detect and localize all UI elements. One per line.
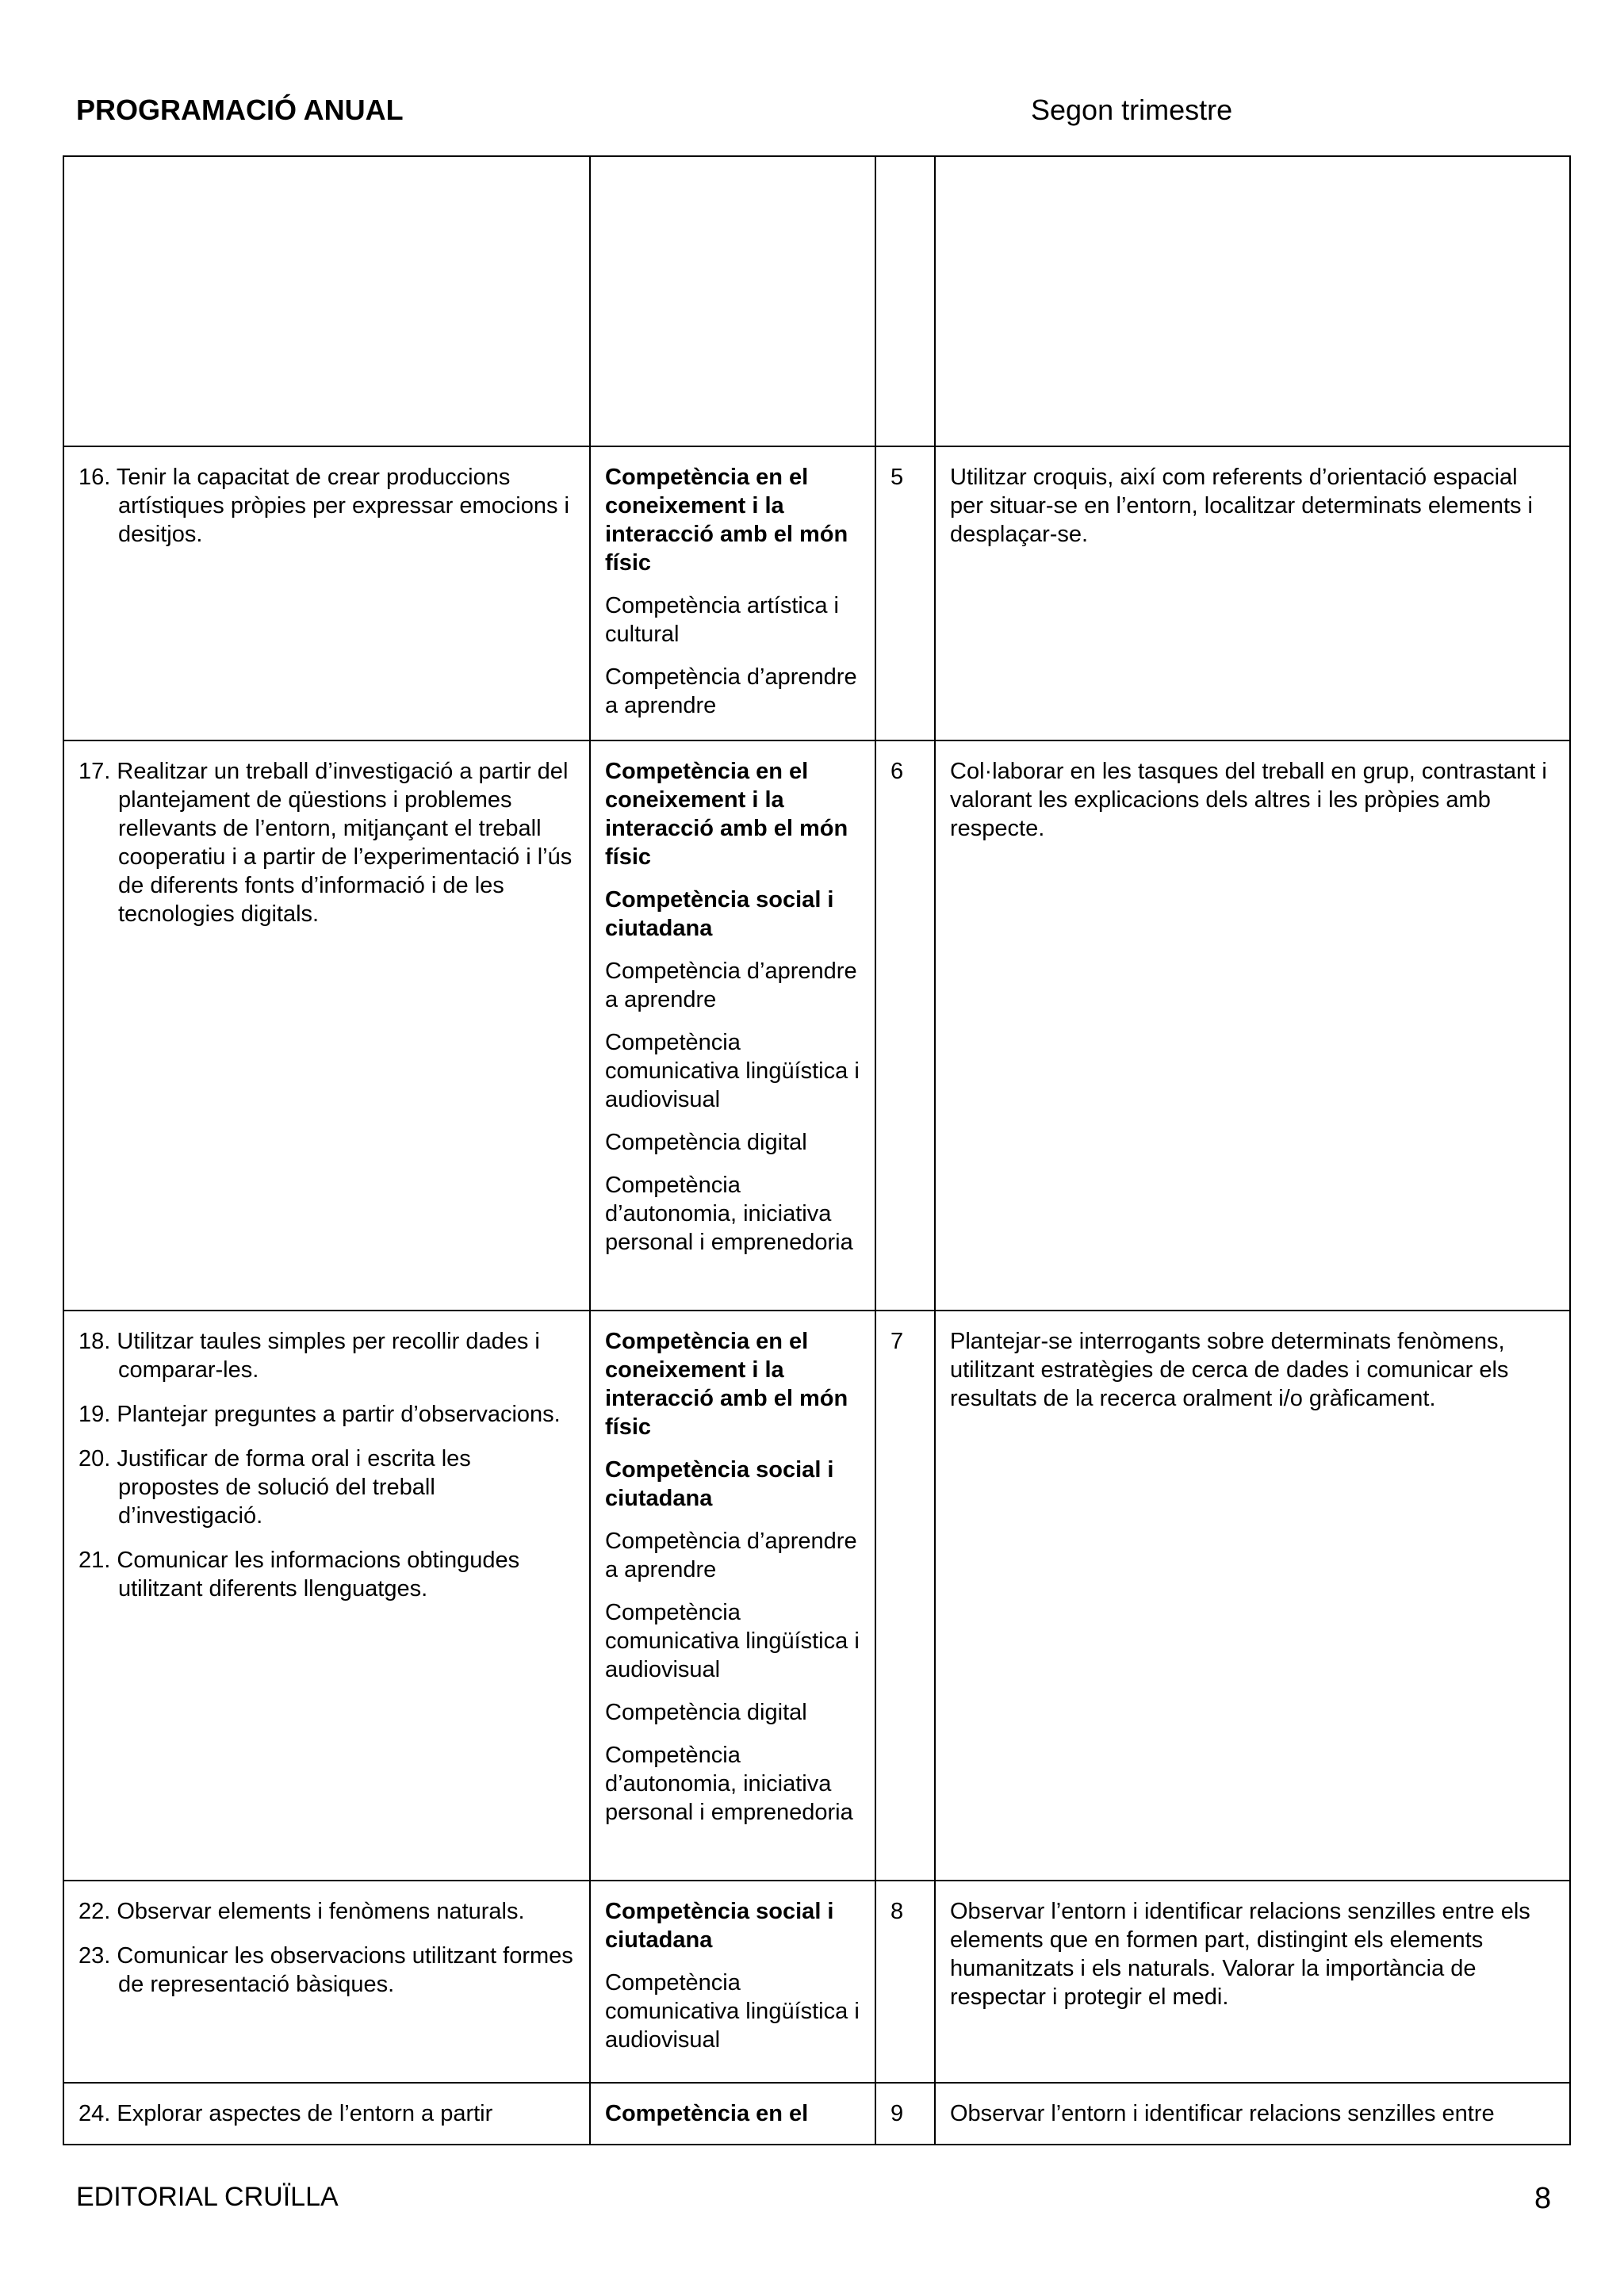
competence-item: Competència en el coneixement i la interacció amb el món físic — [605, 759, 848, 870]
competence-item: Competència comunicativa lingüística i audiovisual — [605, 1970, 860, 2053]
competence-item: Competència artística i cultural — [605, 593, 839, 647]
competence-item: Competència en el coneixement i la interacció amb el món físic — [605, 1329, 848, 1440]
competence-item: Competència comunicativa lingüística i audiovisual — [605, 1030, 860, 1112]
competences-cell — [590, 740, 875, 1311]
objective-item: 22. Observar elements i fenòmens naturals. — [79, 1899, 525, 1924]
competence-item: Competència d’aprendre a aprendre — [605, 664, 857, 718]
objectives-cell — [63, 156, 590, 446]
competence-item: Competència digital — [605, 1130, 807, 1155]
objectives-cell — [63, 446, 590, 740]
objectives-cell — [63, 2083, 590, 2145]
competence-item: Competència social i ciutadana — [605, 1899, 834, 1953]
objective-item: 24. Explorar aspectes de l’entorn a partir — [79, 2101, 493, 2126]
criterion-text: Observar l’entorn i identificar relacions senzilles entre els elements que en formen part, distingint els elements humanitzats i els naturals. Valorar la importància de respectar i protegir el medi. — [935, 1881, 1570, 2083]
objective-item: 21. Comunicar les informacions obtingudes utilitzant diferents llenguatges. — [79, 1548, 520, 1601]
table-row — [63, 740, 1570, 1311]
criterion-number: 7 — [875, 1311, 935, 1881]
table-row — [63, 1881, 1570, 2083]
criterion-number — [875, 156, 935, 446]
competence-item: Competència en el — [605, 2101, 809, 2126]
objective-item: 20. Justificar de forma oral i escrita les propostes de solució del treball d’investigació. — [79, 1446, 471, 1529]
criterion-number: 9 — [875, 2083, 935, 2145]
competence-item: Competència social i ciutadana — [605, 887, 834, 941]
objective-item: 17. Realitzar un treball d’investigació a partir del plantejament de qüestions i problemes rellevants de l’entorn, mitjançant el treball cooperatiu i a partir de l’experimentació i l’ús de diferents fonts d’informació i de les tecnologies digitals. — [79, 759, 573, 927]
objective-item: 19. Plantejar preguntes a partir d’observacions. — [79, 1402, 561, 1427]
competences-cell — [590, 2083, 875, 2145]
table-row — [63, 446, 1570, 740]
competences-cell — [590, 156, 875, 446]
objectives-cell — [63, 740, 590, 1311]
objectives-cell — [63, 1311, 590, 1881]
criterion-text: Observar l’entorn i identificar relacions senzilles entre — [935, 2083, 1570, 2145]
competence-item: Competència d’autonomia, iniciativa personal i emprenedoria — [605, 1743, 853, 1825]
competence-item: Competència comunicativa lingüística i audiovisual — [605, 1600, 860, 1682]
competences-cell — [590, 1311, 875, 1881]
page-number: 8 — [1534, 2182, 1552, 2215]
criterion-text: Col·laborar en les tasques del treball en grup, contrastant i valorant les explicacions dels altres i les pròpies amb respecte. — [935, 740, 1570, 1311]
competence-item: Competència d’aprendre a aprendre — [605, 1529, 857, 1582]
table-row — [63, 1311, 1570, 1881]
table-row — [63, 156, 1570, 446]
criterion-text — [935, 156, 1570, 446]
objective-item: 16. Tenir la capacitat de crear produccions artístiques pròpies per expressar emocions i desitjos. — [79, 465, 569, 547]
programming-table — [63, 155, 1571, 2145]
objective-item: 18. Utilitzar taules simples per recollir dades i comparar-les. — [79, 1329, 540, 1383]
competence-item: Competència d’autonomia, iniciativa personal i emprenedoria — [605, 1173, 853, 1255]
document-title: PROGRAMACIÓ ANUAL — [76, 94, 404, 126]
competence-item: Competència digital — [605, 1700, 807, 1725]
term-label: Segon trimestre — [1031, 94, 1233, 126]
criterion-number: 8 — [875, 1881, 935, 2083]
competence-item: Competència en el coneixement i la interacció amb el món físic — [605, 465, 848, 576]
competences-cell — [590, 1881, 875, 2083]
criterion-number: 6 — [875, 740, 935, 1311]
criterion-text: Plantejar-se interrogants sobre determinats fenòmens, utilitzant estratègies de cerca de dades i comunicar els resultats de la recerca oralment i/o gràficament. — [935, 1311, 1570, 1881]
criterion-text: Utilitzar croquis, així com referents d’orientació espacial per situar-se en l’entorn, localitzar determinats elements i desplaçar-se. — [935, 446, 1570, 740]
publisher-name: EDITORIAL CRUÏLLA — [76, 2182, 339, 2212]
criterion-number: 5 — [875, 446, 935, 740]
objectives-cell — [63, 1881, 590, 2083]
competence-item: Competència d’aprendre a aprendre — [605, 959, 857, 1012]
competence-item: Competència social i ciutadana — [605, 1457, 834, 1511]
table-row — [63, 2083, 1570, 2145]
objective-item: 23. Comunicar les observacions utilitzant formes de representació bàsiques. — [79, 1943, 573, 1997]
competences-cell — [590, 446, 875, 740]
